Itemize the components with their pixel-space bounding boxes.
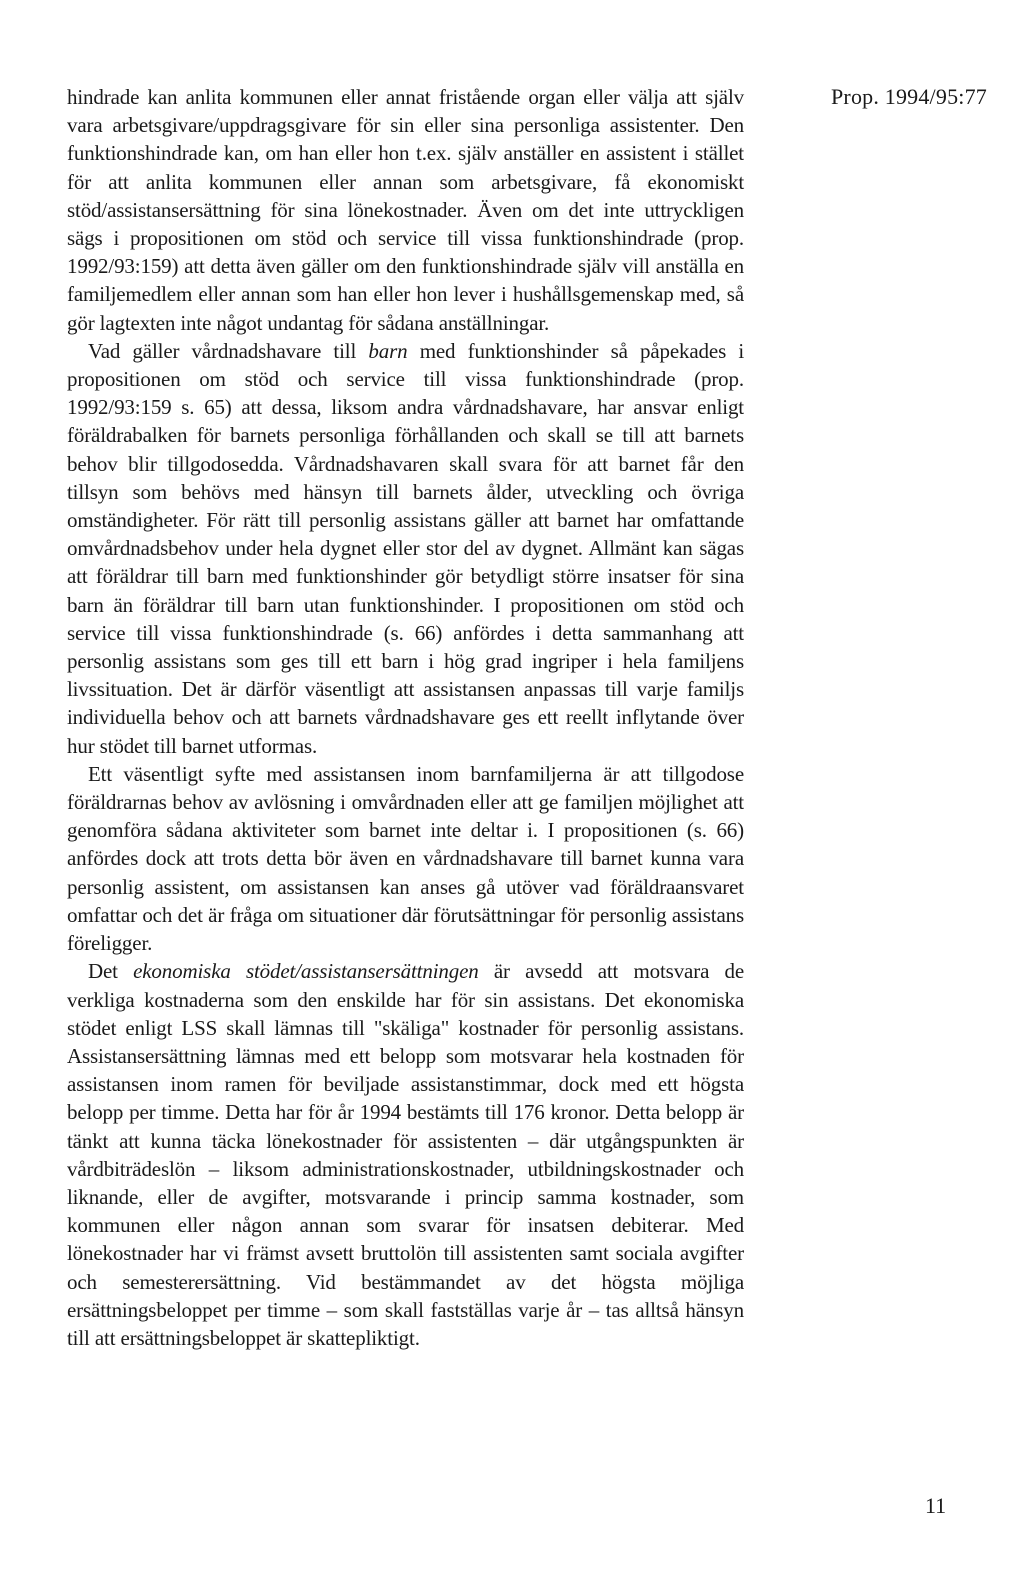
paragraph-1 [67, 83, 744, 337]
paragraph-2-text-rest: med funktionshinder så påpekades i propositionen om stöd och service till vissa funktionshindrade (prop. 1992/93:159 s. 65) att dessa, liksom andra vårdnadshavare, har ansvar enligt föräldrabalken för barnets personliga förhållanden och skall se till att barnets behov blir tillgodosedda. Vårdnadshavaren skall svara för att barnet får den tillsyn som behövs med hänsyn till barnets ålder, utveckling och övriga omständigheter. För rätt till personlig assistans gäller att barnet har omfattande omvårdnadsbehov under hela dygnet eller stor del av dygnet. Allmänt kan sägas att föräldrar till barn med funktionshinder gör betydligt större insatser för sina barn än föräldrar till barn utan funktionshinder. I propositionen om stöd och service till vissa funktionshindrade (s. 66) anfördes i detta sammanhang att personlig assistans som ges till ett barn i hög grad ingriper i hela familjens livssituation. Det är därför väsentligt att assistansen anpassas till varje familjs individuella behov och att barnets vårdnadshavare ges ett reellt inflytande över hur stödet till barnet utformas. [67, 338, 745, 758]
body-text [67, 83, 744, 1352]
paragraph-4-text-start: Det [88, 959, 134, 984]
paragraph-4 [67, 957, 744, 1352]
paragraph-4-emphasis: ekonomiska stödet/assistansersättningen [133, 959, 479, 984]
paragraph-1-text: hindrade kan anlita kommunen eller annat fristående organ eller välja att själv vara arbetsgivare/uppdragsgivare för sin eller sina personliga assistenter. Den funktionshindrade kan, om han eller hon t.ex. själv anställer en assistent i stället för att anlita kommunen eller annan som arbetsgivare, få ekonomiskt stöd/assistansersättning för sina lönekostnader. Även om det inte uttryckligen sägs i propositionen om stöd och service till vissa funktionshindrade (prop. 1992/93:159) att detta även gäller om den funktionshindrade själv vill anställa en familjemedlem eller annan som han eller hon lever i hushållsgemenskap med, så gör lagtexten inte något undantag för sådana anställningar. [67, 85, 744, 335]
paragraph-3 [67, 760, 744, 957]
paragraph-4-text-rest: är avsedd att motsvara de verkliga kostnaderna som den enskilde har för sin assistans. Det ekonomiska stödet enligt LSS skall lämnas till "skäliga" kostnader för personlig assistans. Assistansersättning lämnas med ett belopp som motsvarar hela kostnaden för assistansen inom ramen för beviljade assistanstimmar, dock med ett högsta belopp per timme. Detta har för år 1994 bestämts till 176 kronor. Detta belopp är tänkt att kunna täcka lönekostnader för assistenten – där utgångspunkten är vårdbiträdeslön – liksom administrationskostnader, utbildningskostnader och liknande, eller de avgifter, motsvarande i princip samma kostnader, som kommunen eller någon annan som svarar för insatsen debiterar. Med lönekostnader har vi främst avsett bruttolön till assistenten samt sociala avgifter och semesterersättning. Vid bestämmandet av det högsta möjliga ersättningsbeloppet per timme – som skall fastställas varje år – tas alltså hänsyn till att ersättningsbeloppet är skattepliktigt. [67, 959, 744, 1350]
page-number: 11 [925, 1493, 947, 1518]
paragraph-2-emphasis: barn [368, 338, 408, 363]
paragraph-3-text: Ett väsentligt syfte med assistansen inom barnfamiljerna är att tillgodose föräldrarnas behov av avlösning i omvårdnaden eller att ge familjen möjlighet att genomföra sådana aktiviteter som barnet inte deltar i. I propositionen (s. 66) anfördes dock att trots detta bör även en vårdnadshavare till barnet kunna vara personlig assistent, om assistansen kan anses gå utöver vad föräldraansvaret omfattar och det är fråga om situationer där förutsättningar för personlig assistans föreligger. [67, 761, 744, 956]
paragraph-2-text-start: Vad gäller vårdnadshavare till [88, 338, 369, 363]
document-reference: Prop. 1994/95:77 [831, 84, 987, 109]
paragraph-2 [67, 337, 744, 760]
